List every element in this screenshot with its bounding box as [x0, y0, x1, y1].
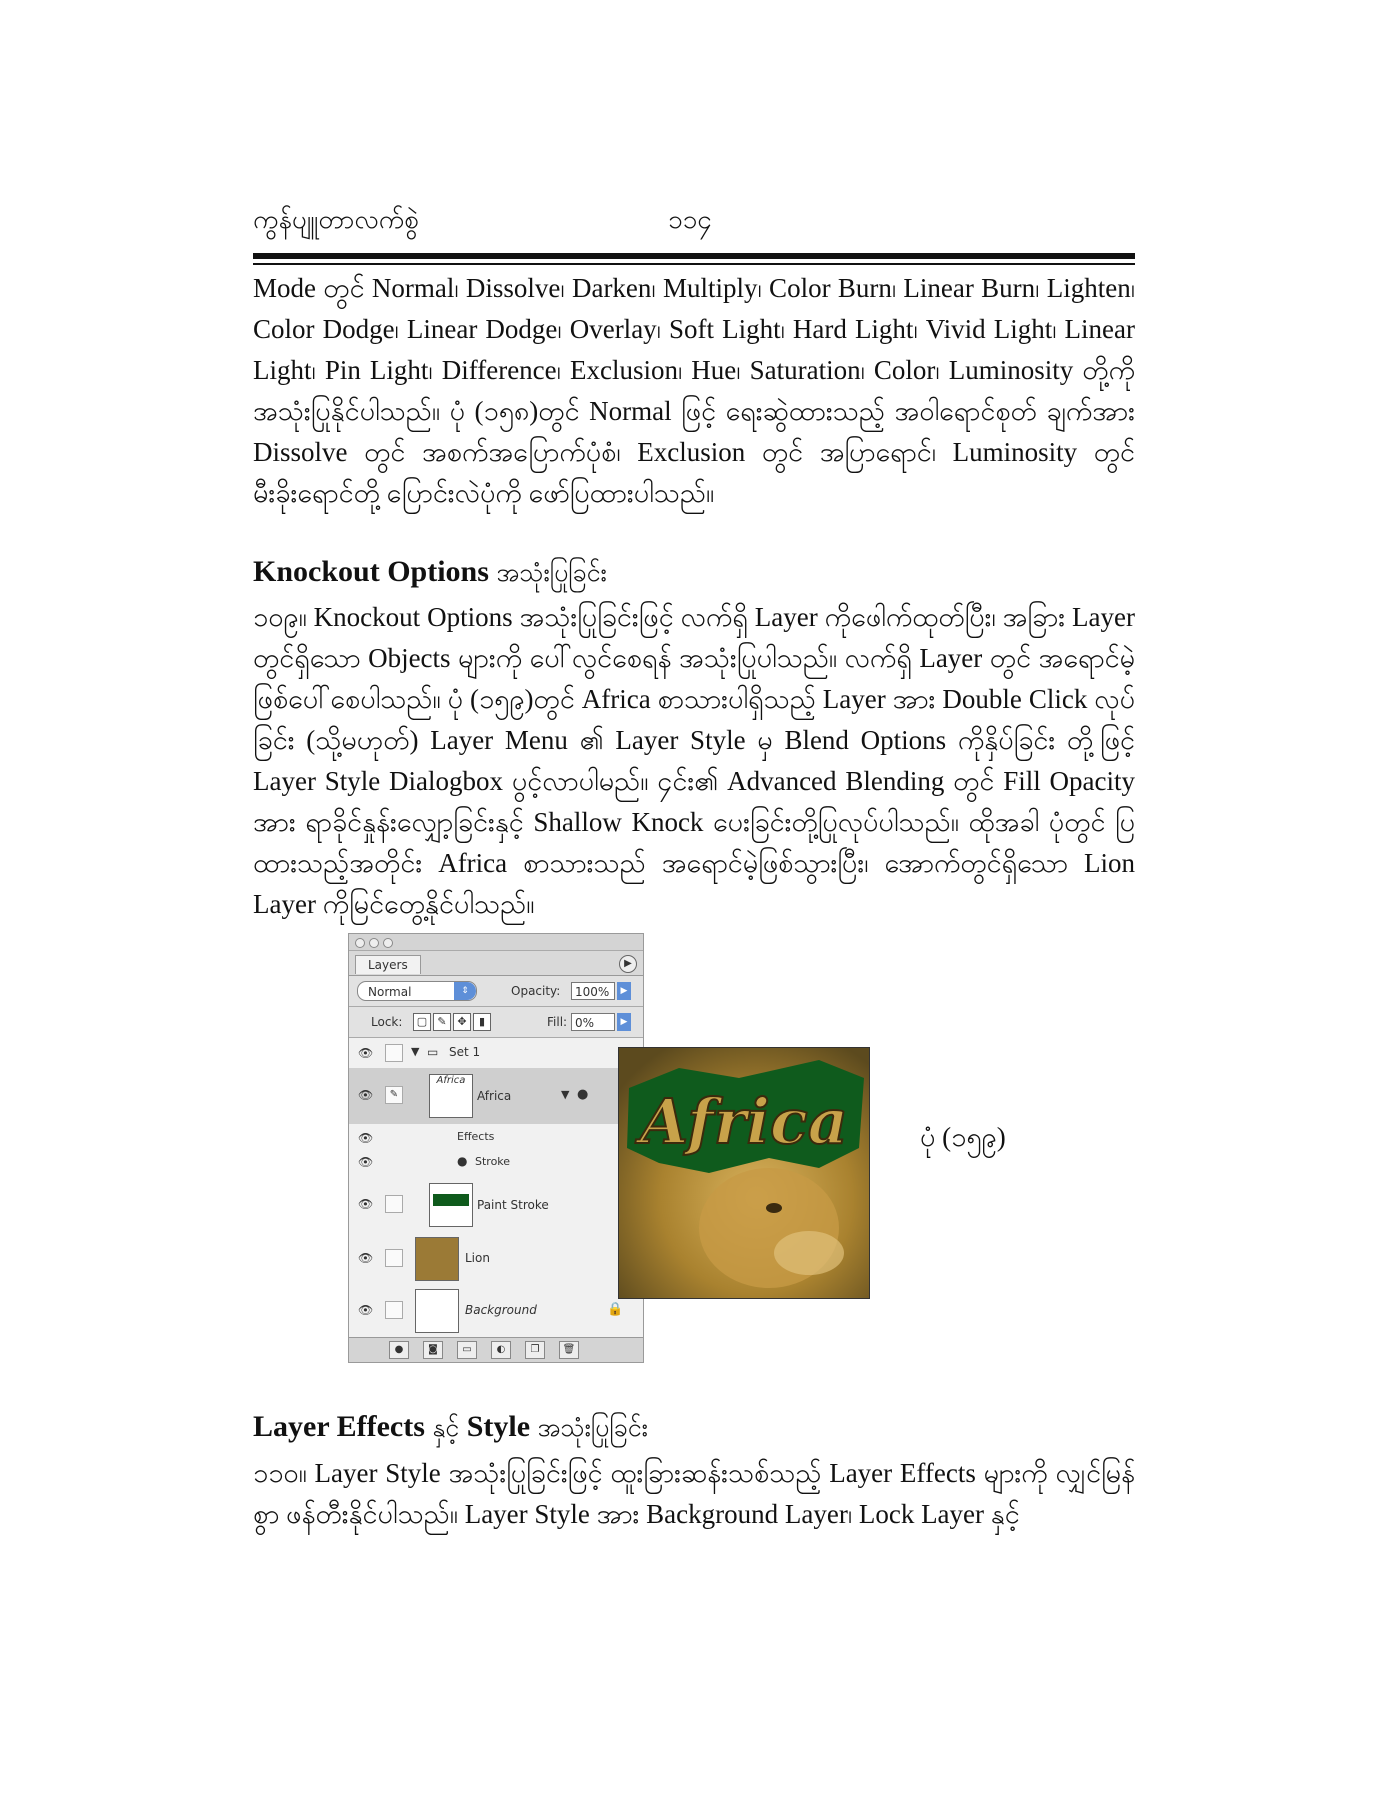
- heading-knockout-en: Knockout Options: [253, 555, 489, 588]
- layer-effects-group: [349, 1124, 643, 1179]
- stroke-label[interactable]: Stroke: [475, 1155, 511, 1168]
- heading-effects-and: နှင့်: [432, 1415, 460, 1442]
- eye-icon[interactable]: 👁: [358, 1197, 374, 1211]
- eye-icon[interactable]: 👁: [358, 1251, 374, 1265]
- opacity-label: Opacity:: [511, 984, 561, 998]
- heading-knockout-options: [253, 555, 607, 594]
- adjustment-layer-icon[interactable]: ◐: [491, 1341, 511, 1359]
- stroke-fx-icon: ●: [457, 1154, 468, 1168]
- trash-icon[interactable]: 🗑: [559, 1341, 579, 1359]
- blend-row: [349, 976, 643, 1007]
- eye-icon[interactable]: 👁: [358, 1155, 374, 1169]
- layer-name-paint-stroke: Paint Stroke: [477, 1198, 549, 1212]
- heading-style-mm: အသုံးပြုခြင်း: [537, 1415, 648, 1442]
- artwork-title: Africa: [640, 1085, 848, 1158]
- effects-label: Effects: [457, 1130, 495, 1143]
- new-set-icon[interactable]: ▭: [457, 1341, 477, 1359]
- link-box-icon[interactable]: [385, 1249, 403, 1267]
- page-number: ၁၁၄: [668, 205, 712, 234]
- header-title: ကွန်ပျူတာလက်စွဲ: [253, 205, 419, 234]
- add-mask-icon[interactable]: ◙: [423, 1341, 443, 1359]
- lion-thumbnail: [415, 1237, 459, 1281]
- blend-mode-value: Normal: [368, 985, 412, 999]
- link-box-icon[interactable]: [385, 1044, 403, 1062]
- africa-lion-artwork: [618, 1047, 870, 1299]
- panel-bottom-bar: [349, 1337, 643, 1362]
- africa-thumbnail: Africa: [429, 1074, 473, 1118]
- lock-label: Lock:: [371, 1015, 403, 1029]
- figure-caption: ပုံ (၁၅၉): [920, 1122, 1006, 1152]
- paragraph-knockout: ၁၀၉။ Knockout Options အသုံးပြုခြင်းဖြင့် လက်ရှိ Layer ကိုဖေါက်ထုတ်ပြီး၊ အခြား Layer တွင်ရှိသော Objects များကို ပေါ်လွင်စေရန် အသုံးပြုပါသည်။ လက်ရှိ Layer တွင် အရောင်မဲ့ဖြစ်ပေါ်စေပါသည်။ ပုံ (၁၅၉)တွင် Africa စာသားပါရှိသည့် Layer အား Double Click လုပ်ခြင်း (သို့မဟုတ်) Layer Menu ၏ Layer Style မှ Blend Options ကိုနှိပ်ခြင်း တို့ဖြင့် Layer Style Dialogbox ပွင့်လာပါမည်။ ၄င်း၏ Advanced Blending တွင် Fill Opacity အား ရာခိုင်နှုန်းလျှော့ခြင်းနှင့် Shallow Knock ပေးခြင်းတို့ပြုလုပ်ပါသည်။ ထိုအခါ ပုံတွင် ပြထားသည့်အတိုင်း Africa စာသားသည် အရောင်မဲ့ဖြစ်သွားပြီး၊ အောက်တွင်ရှိသော Lion Layer ကိုမြင်တွေ့နိုင်ပါသည်။: [253, 602, 1135, 919]
- tab-layers[interactable]: Layers: [355, 955, 421, 974]
- effects-expand-icon[interactable]: ▼: [561, 1088, 570, 1101]
- link-box-icon[interactable]: [385, 1301, 403, 1319]
- lock-position-icon[interactable]: ✥: [453, 1013, 471, 1031]
- disclosure-triangle-icon[interactable]: ▼: [411, 1045, 420, 1058]
- panel-titlebar: [349, 934, 643, 951]
- layer-row-africa[interactable]: [349, 1068, 643, 1125]
- new-layer-icon[interactable]: ❐: [525, 1341, 545, 1359]
- add-style-icon[interactable]: ●: [389, 1341, 409, 1359]
- lock-image-icon[interactable]: ✎: [433, 1013, 451, 1031]
- layer-row-paint-stroke[interactable]: [349, 1178, 643, 1233]
- heading-knockout-mm: အသုံးပြုခြင်း: [496, 560, 607, 587]
- paragraph-layer-style: ၁၁၀။ Layer Style အသုံးပြုခြင်းဖြင့် ထူးခြားဆန်းသစ်သည့် Layer Effects များကို လျှင်မြန်စွာ ဖန်တီးနိုင်ပါသည်။ Layer Style အား Background Layer၊ Lock Layer နှင့်: [253, 1458, 1135, 1529]
- lock-icon: 🔒: [607, 1302, 624, 1317]
- folder-icon: ▭: [427, 1045, 439, 1059]
- opacity-slider-icon[interactable]: ▶: [617, 982, 631, 1000]
- fill-slider-icon[interactable]: ▶: [617, 1013, 631, 1031]
- fill-label: Fill:: [547, 1015, 568, 1029]
- artwork-illustration: [619, 1048, 869, 1298]
- minimize-dot-icon[interactable]: [369, 938, 379, 948]
- eye-icon[interactable]: 👁: [358, 1046, 374, 1060]
- lock-all-icon[interactable]: ▮: [473, 1013, 491, 1031]
- layer-name-background: Background: [465, 1303, 537, 1317]
- zoom-dot-icon[interactable]: [383, 938, 393, 948]
- blend-mode-select[interactable]: [357, 981, 477, 1001]
- header-rule-thick: [253, 253, 1135, 259]
- eye-icon[interactable]: 👁: [358, 1131, 374, 1145]
- link-box-icon[interactable]: [385, 1195, 403, 1213]
- opacity-field[interactable]: 100%: [571, 982, 615, 1000]
- green-stroke-swatch: [433, 1194, 469, 1206]
- eye-icon[interactable]: 👁: [358, 1303, 374, 1317]
- paint-stroke-thumbnail: [429, 1183, 473, 1227]
- heading-effects-en: Layer Effects: [253, 1410, 425, 1443]
- lock-transparency-icon[interactable]: ▢: [413, 1013, 431, 1031]
- eye-icon[interactable]: 👁: [358, 1088, 374, 1102]
- brush-icon[interactable]: ✎: [385, 1086, 403, 1104]
- running-header: [253, 202, 1135, 242]
- heading-layer-effects: [253, 1410, 648, 1449]
- fx-icon: ●: [577, 1087, 589, 1102]
- paragraph-blend-modes: Mode တွင် Normal၊ Dissolve၊ Darken၊ Multiply၊ Color Burn၊ Linear Burn၊ Lighten၊ Color Dodge၊ Linear Dodge၊ Overlay၊ Soft Light၊ Hard Light၊ Vivid Light၊ Linear Light၊ Pin Light၊ Difference၊ Exclusion၊ Hue၊ Saturation၊ Color၊ Luminosity တို့ကို အသုံးပြုနိုင်ပါသည်။ ပုံ (၁၅၈)တွင် Normal ဖြင့် ရေးဆွဲထားသည့် အဝါရောင်စုတ် ချက်အား Dissolve တွင် အစက်အပြောက်ပုံစံ၊ Exclusion တွင် အပြာရောင်၊ Luminosity တွင် မီးခိုးရောင်တို့ ပြောင်းလဲပုံကို ဖော်ပြထားပါသည်။: [253, 273, 1135, 508]
- layer-name-africa: Africa: [477, 1089, 512, 1103]
- layer-name-set: Set 1: [449, 1045, 481, 1059]
- panel-menu-icon[interactable]: ▶: [619, 955, 637, 973]
- lock-row: [349, 1007, 643, 1038]
- layer-row-set[interactable]: [349, 1038, 643, 1069]
- close-dot-icon[interactable]: [355, 938, 365, 948]
- select-arrows-icon: ⇕: [454, 982, 476, 1000]
- header-rule-thin: [253, 263, 1135, 265]
- layer-name-lion: Lion: [465, 1251, 490, 1265]
- heading-style-en: Style: [466, 1410, 531, 1443]
- panel-tabrow: [349, 951, 643, 976]
- layer-row-background[interactable]: [349, 1284, 643, 1339]
- layer-row-lion[interactable]: [349, 1232, 643, 1285]
- background-thumbnail: [415, 1289, 459, 1333]
- fill-field[interactable]: 0%: [571, 1013, 615, 1031]
- layers-panel: [348, 933, 644, 1363]
